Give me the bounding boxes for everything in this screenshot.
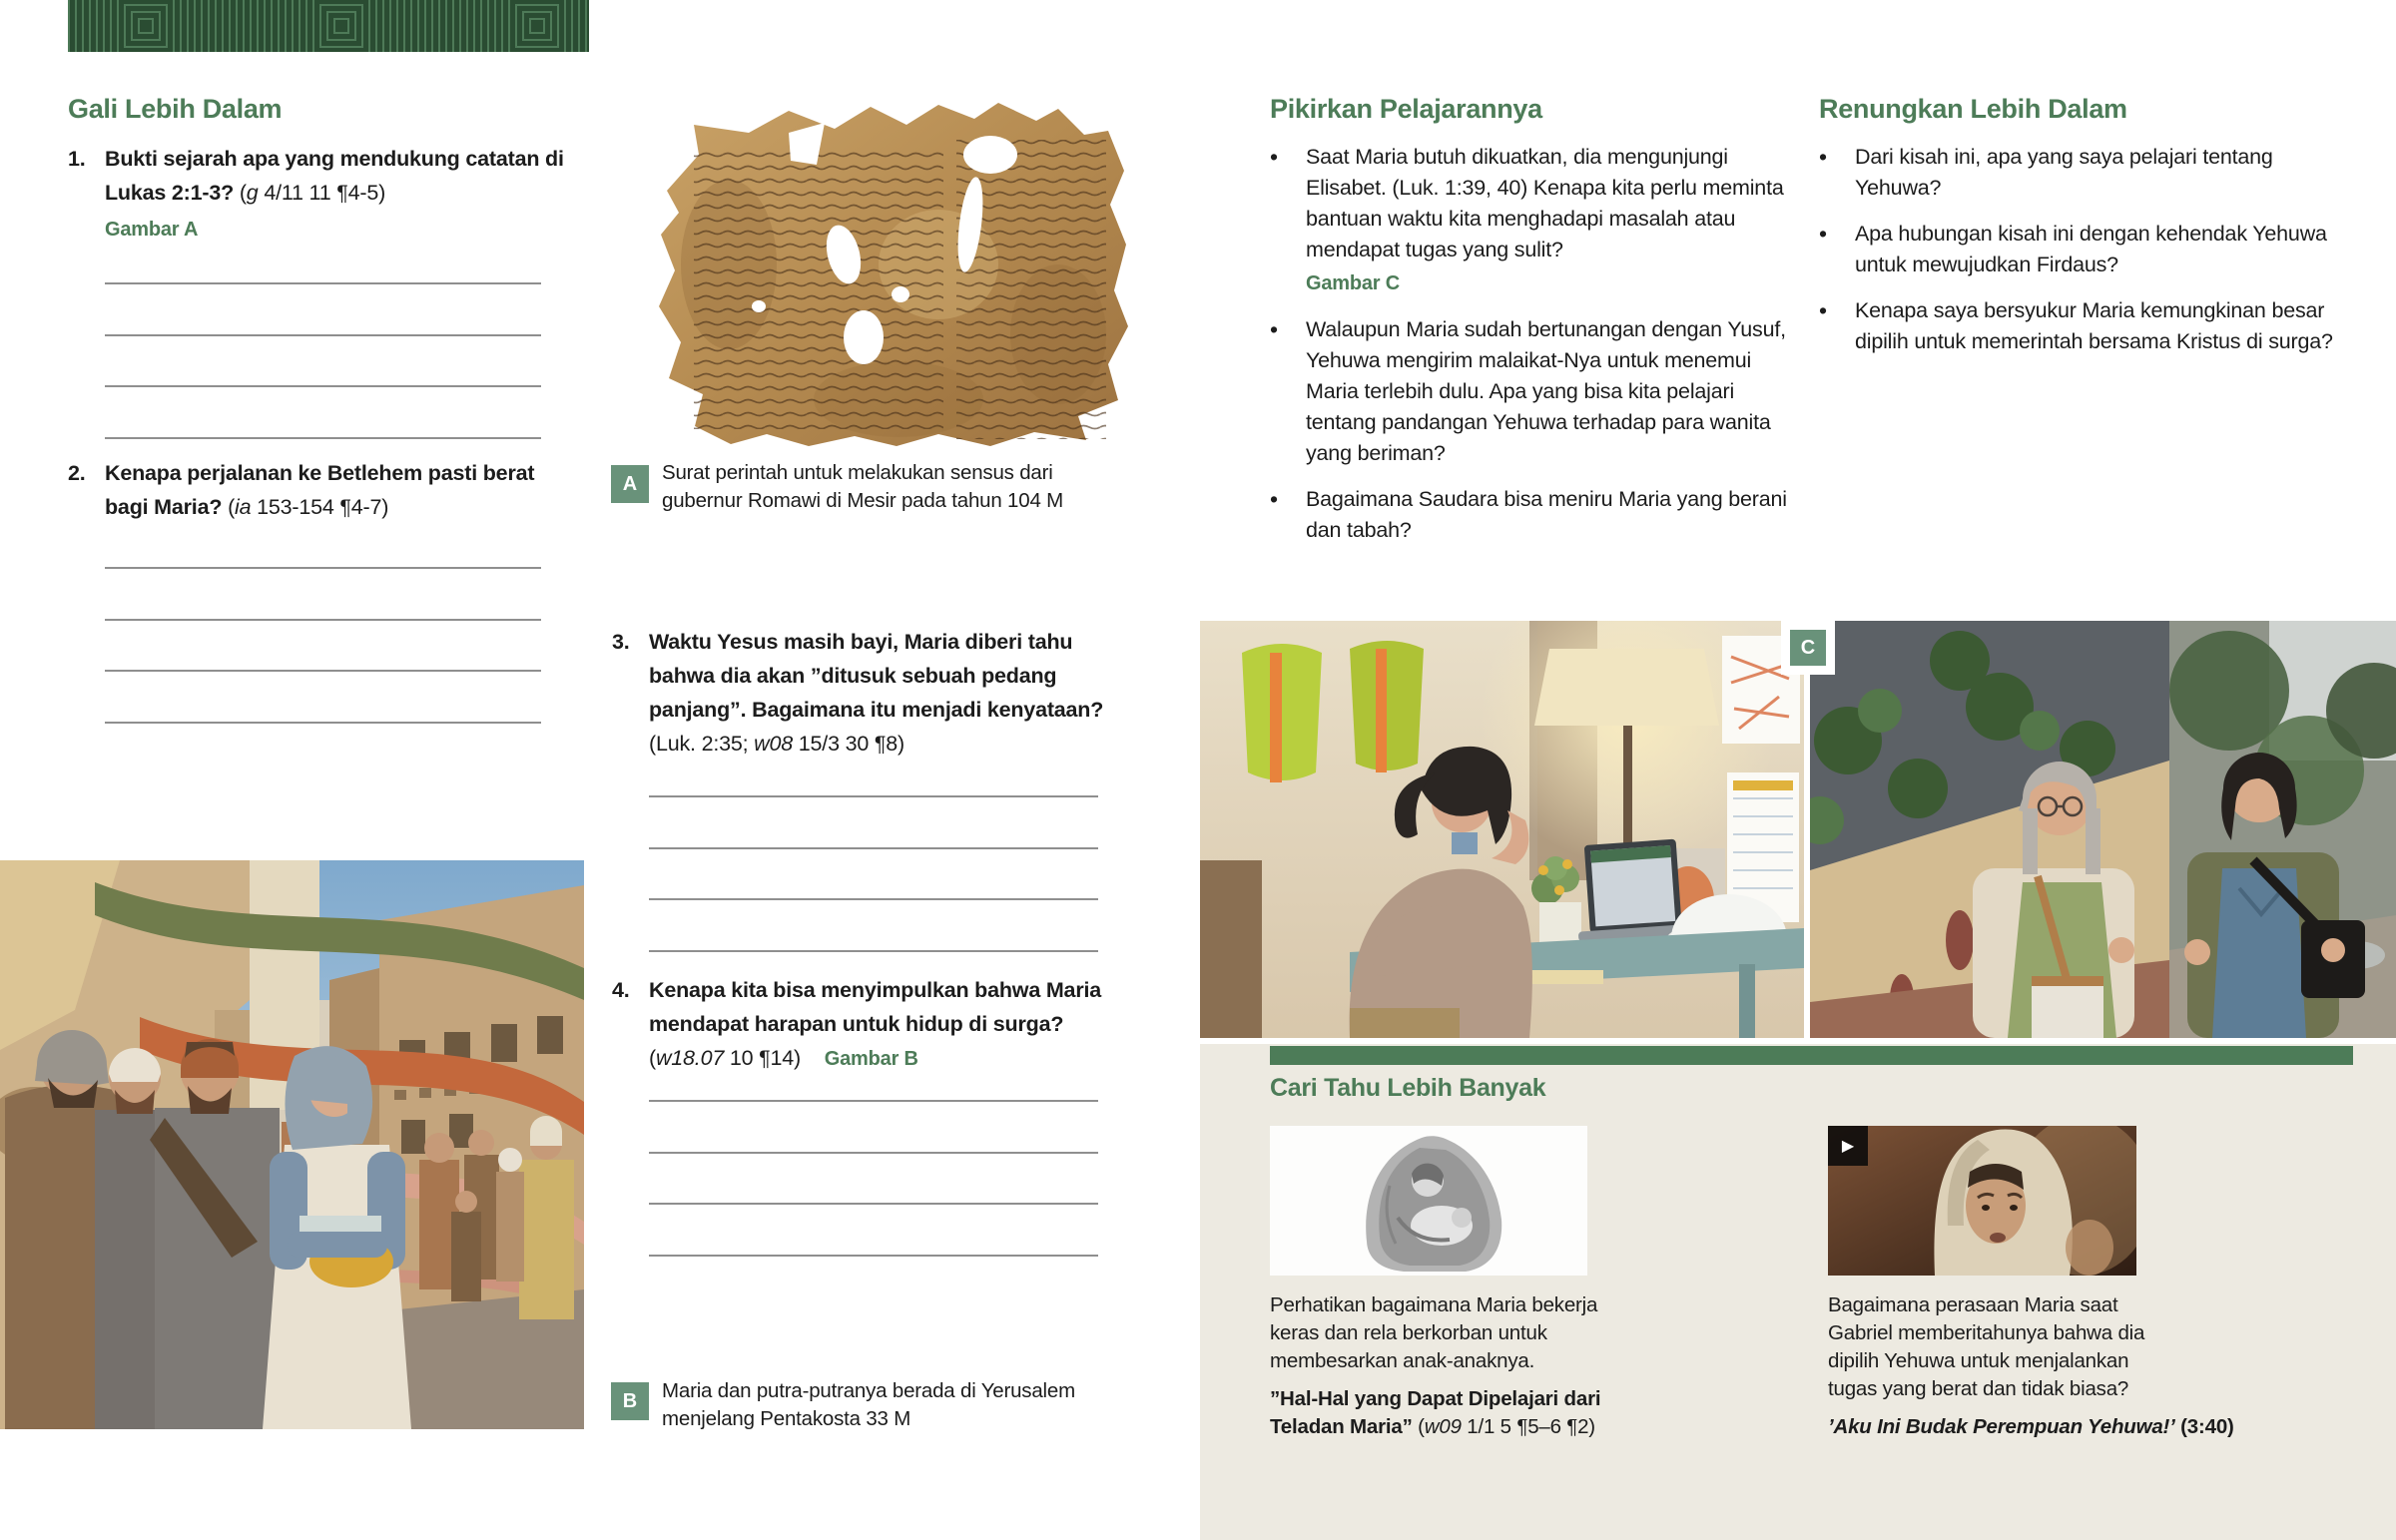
question-number: 4. [612,978,630,1002]
answer-line [105,437,541,439]
question-1 [68,142,574,247]
list-item: • Dari kisah ini, apa yang saya pelajari tentang Yehuwa? [1819,142,2363,204]
answer-line [649,847,1098,849]
answer-line [105,385,541,387]
answer-line [105,619,541,621]
question-4 [612,973,1108,1076]
answer-line [105,567,541,569]
bullet-icon [1270,314,1306,469]
reflect-bullet-list [1819,142,2363,372]
question-2 [68,456,574,524]
article-thumbnail-maria-drawing[interactable] [1270,1126,1587,1276]
video-thumbnail-maria[interactable] [1828,1126,2136,1276]
list-item: • Kenapa saya bersyukur Maria kemungkinan besar dipilih untuk memerintah bersama Kristus di surga? [1819,295,2363,357]
figure-reference: Gambar C [1306,272,1400,294]
section-heading-think: Pikirkan Pelajarannya [1270,94,1542,124]
question-number: 2. [68,461,86,485]
think-bullet-list [1270,142,1794,561]
figure-a-caption: Surat perintah untuk melakukan sensus dari gubernur Romawi di Mesir pada tahun 104 M [662,461,1064,512]
item-description: Bagaimana perasaan Maria saat Gabriel memberitahunya bahwa dia dipilih Yehuwa untuk menjalankan tugas yang berat dan tidak biasa? [1828,1293,2145,1400]
figure-reference: Gambar B [824,1048,918,1070]
answer-line [105,334,541,336]
bullet-icon [1270,142,1306,299]
learn-more-item-2 [1828,1291,2234,1441]
item-title: ”Hal-Hal yang Dapat Dipelajari dari Teladan Maria” (w09 1/1 5 ¶5–6 ¶2) [1270,1387,1601,1438]
answer-line [649,1100,1098,1102]
question-text: Bukti sejarah apa yang mendukung catatan di Lukas 2:1-3? [105,147,564,205]
play-glyph: ▶ [1841,1138,1855,1155]
question-3 [612,625,1108,761]
question-number: 3. [612,630,630,654]
figure-label-b: B [611,1382,649,1420]
bullet-icon [1270,484,1306,546]
question-text: Kenapa perjalanan ke Betlehem pasti berat bagi Maria? [105,461,535,519]
learn-more-accent-bar [1270,1046,2353,1065]
item-description: Perhatikan bagaimana Maria bekerja keras dan rela berkorban untuk membesarkan anak-anaknya. [1270,1293,1598,1372]
answer-line [649,1152,1098,1154]
question-reference: (ia 153-154 ¶4-7) [228,495,389,519]
answer-line [649,1203,1098,1205]
question-reference: (w18.07 10 ¶14) [649,1046,801,1070]
bullet-icon [1819,142,1855,204]
learn-more-item-1 [1270,1291,1614,1441]
play-icon[interactable] [1828,1126,1868,1166]
answer-line [105,670,541,672]
figure-a-papyrus-image [639,95,1138,454]
figure-b-caption: Maria dan putra-putranya berada di Yerusalem menjelang Pentakosta 33 M [662,1379,1075,1430]
list-item: • Walaupun Maria sudah bertunangan dengan Yusuf, Yehuwa mengirim malaikat-Nya untuk menemui Maria terlebih dulu. Apa yang bisa kita pelajari tentang pandangan Yehuwa terhadap para wanita yang beriman? [1270,314,1794,469]
question-reference: (g 4/11 11 ¶4-5) [239,181,386,205]
bullet-icon [1819,219,1855,280]
answer-line [105,282,541,284]
figure-label-c-frame [1781,621,1835,675]
answer-line [105,722,541,724]
list-item: • Bagaimana Saudara bisa meniru Maria yang berani dan tabah? [1270,484,1794,546]
section-heading-learn-more: Cari Tahu Lebih Banyak [1270,1074,1546,1102]
list-item: • Saat Maria butuh dikuatkan, dia mengunjungi Elisabet. (Luk. 1:39, 40) Kenapa kita perlu meminta bantuan waktu kita menghadapi masalah atau mendapat tugas yang sulit? Gambar C [1270,142,1794,299]
item-title: ’Aku Ini Budak Perempuan Yehuwa!’ (3:40) [1828,1415,2234,1438]
question-text: Kenapa kita bisa menyimpulkan bahwa Maria mendapat harapan untuk hidup di surga? [649,978,1102,1036]
answer-line [649,950,1098,952]
list-item: • Apa hubungan kisah ini dengan kehendak Yehuwa untuk mewujudkan Firdaus? [1819,219,2363,280]
question-number: 1. [68,147,86,171]
figure-reference: Gambar A [105,219,199,241]
section-heading-dig-deeper: Gali Lebih Dalam [68,94,283,124]
decorative-pattern-strip [68,0,589,52]
figure-b-street-illustration [0,860,584,1429]
answer-line [649,795,1098,797]
question-text: Waktu Yesus masih bayi, Maria diberi tahu bahwa dia akan ”ditusuk sebuah pedang panjang”. Bagaimana itu menjadi kenyataan? [649,630,1104,722]
figure-c-photo-woman-at-desk [1200,621,1804,1038]
answer-line [649,1255,1098,1257]
figure-label-a: A [611,465,649,503]
answer-line [649,898,1098,900]
bullet-icon [1819,295,1855,357]
section-heading-reflect: Renungkan Lebih Dalam [1819,94,2127,124]
figure-label-c: C [1790,630,1826,666]
question-reference: (Luk. 2:35; w08 15/3 30 ¶8) [649,732,904,756]
photo-two-women-walking [1810,621,2396,1038]
